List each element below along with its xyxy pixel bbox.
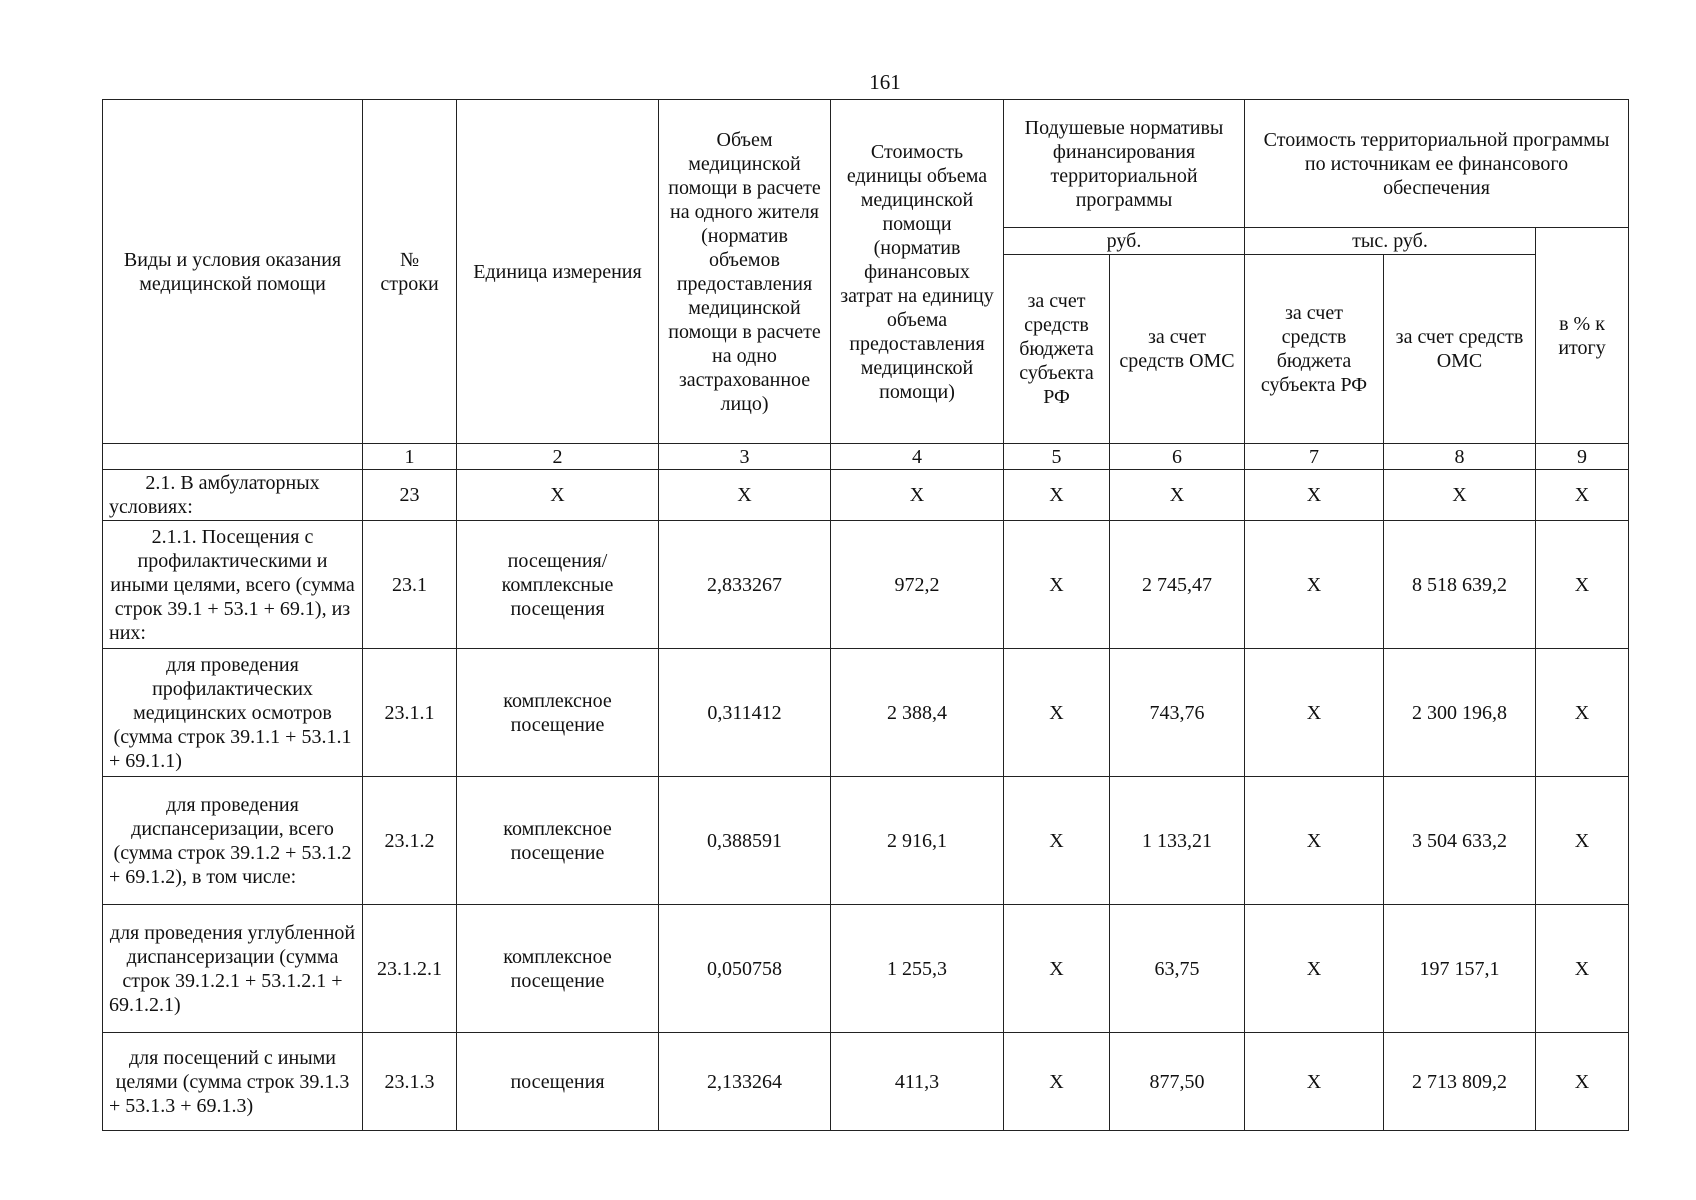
header-kind: Виды и условия оказания медицинской помощи: [103, 100, 363, 444]
row-oms: 1 133,21: [1110, 777, 1245, 905]
row-cost: X: [831, 470, 1004, 521]
header-volume: Объем медицинской помощи в расчете на одного жителя (норматив объемов предоставления медицинской помощи в расчете на одно застрахованное лицо): [659, 100, 831, 444]
row-oms-total: X: [1384, 470, 1536, 521]
row-percent: X: [1536, 470, 1629, 521]
row-percent: X: [1536, 777, 1629, 905]
row-name: 2.1. В амбулаторных условиях:: [103, 470, 363, 521]
row-volume: 0,311412: [659, 649, 831, 777]
row-oms-total: 2 713 809,2: [1384, 1033, 1536, 1131]
header-oms-2: за счет средств ОМС: [1384, 255, 1536, 444]
column-number: 5: [1004, 444, 1110, 470]
row-name: для проведения профилактических медицинских осмотров (сумма строк 39.1.1 + 53.1.1 + 69.1.1): [103, 649, 363, 777]
row-unit: посещения/ комплексные посещения: [457, 521, 659, 649]
header-row-no: № строки: [363, 100, 457, 444]
row-volume: 2,133264: [659, 1033, 831, 1131]
column-number: 9: [1536, 444, 1629, 470]
row-oms-total: 8 518 639,2: [1384, 521, 1536, 649]
header-cost: Стоимость единицы объема медицинской помощи (норматив финансовых затрат на единицу объема предоставления медицинской помощи): [831, 100, 1004, 444]
row-cost: 972,2: [831, 521, 1004, 649]
row-oms: 877,50: [1110, 1033, 1245, 1131]
row-name: для посещений с иными целями (сумма строк 39.1.3 + 53.1.3 + 69.1.3): [103, 1033, 363, 1131]
row-budget-total: X: [1245, 1033, 1384, 1131]
column-number: 6: [1110, 444, 1245, 470]
row-name: 2.1.1. Посещения с профилактическими и иными целями, всего (сумма строк 39.1 + 53.1 + 69.1), из них:: [103, 521, 363, 649]
row-no: 23: [363, 470, 457, 521]
row-no: 23.1: [363, 521, 457, 649]
page-number: 161: [869, 70, 901, 94]
table-row: [103, 470, 1629, 521]
row-budget: X: [1004, 470, 1110, 521]
row-oms: 63,75: [1110, 905, 1245, 1033]
table-row: [103, 1033, 1629, 1131]
column-number: 2: [457, 444, 659, 470]
column-number: 4: [831, 444, 1004, 470]
column-number: [103, 444, 363, 470]
header-budget-rf-2: за счет средств бюджета субъекта РФ: [1245, 255, 1384, 444]
table-row: [103, 777, 1629, 905]
row-budget-total: X: [1245, 777, 1384, 905]
row-name: для проведения диспансеризации, всего (сумма строк 39.1.2 + 53.1.2 + 69.1.2), в том числе:: [103, 777, 363, 905]
row-percent: X: [1536, 521, 1629, 649]
row-name: для проведения углубленной диспансеризации (сумма строк 39.1.2.1 + 53.1.2.1 + 69.1.2.1): [103, 905, 363, 1033]
row-oms: X: [1110, 470, 1245, 521]
row-budget-total: X: [1245, 521, 1384, 649]
row-budget-total: X: [1245, 470, 1384, 521]
row-cost: 2 916,1: [831, 777, 1004, 905]
column-number: 1: [363, 444, 457, 470]
column-number: 7: [1245, 444, 1384, 470]
row-budget: X: [1004, 521, 1110, 649]
row-oms-total: 197 157,1: [1384, 905, 1536, 1033]
row-oms: 2 745,47: [1110, 521, 1245, 649]
row-unit: комплексное посещение: [457, 905, 659, 1033]
header-unit-rub: руб.: [1004, 228, 1245, 255]
row-no: 23.1.2: [363, 777, 457, 905]
row-oms-total: 2 300 196,8: [1384, 649, 1536, 777]
header-unit: Единица измерения: [457, 100, 659, 444]
row-budget: X: [1004, 649, 1110, 777]
row-unit: комплексное посещение: [457, 649, 659, 777]
row-unit: X: [457, 470, 659, 521]
table-row: [103, 905, 1629, 1033]
row-budget-total: X: [1245, 649, 1384, 777]
column-number: 3: [659, 444, 831, 470]
row-percent: X: [1536, 1033, 1629, 1131]
header-percent-total: в % к итогу: [1536, 228, 1629, 444]
row-volume: 2,833267: [659, 521, 831, 649]
row-budget: X: [1004, 1033, 1110, 1131]
header-unit-thousand-rub: тыс. руб.: [1245, 228, 1536, 255]
row-cost: 2 388,4: [831, 649, 1004, 777]
column-number: 8: [1384, 444, 1536, 470]
row-unit: посещения: [457, 1033, 659, 1131]
row-percent: X: [1536, 649, 1629, 777]
row-budget: X: [1004, 905, 1110, 1033]
row-no: 23.1.1: [363, 649, 457, 777]
row-percent: X: [1536, 905, 1629, 1033]
table-row: [103, 649, 1629, 777]
row-budget: X: [1004, 777, 1110, 905]
row-unit: комплексное посещение: [457, 777, 659, 905]
table-row: [103, 521, 1629, 649]
row-cost: 411,3: [831, 1033, 1004, 1131]
header-budget-rf: за счет средств бюджета субъекта РФ: [1004, 255, 1110, 444]
row-budget-total: X: [1245, 905, 1384, 1033]
row-cost: 1 255,3: [831, 905, 1004, 1033]
row-oms: 743,76: [1110, 649, 1245, 777]
financing-table: [102, 99, 1629, 1131]
header-per-capita: Подушевые нормативы финансирования территориальной программы: [1004, 100, 1245, 228]
row-volume: 0,388591: [659, 777, 831, 905]
row-volume: X: [659, 470, 831, 521]
header-program-cost: Стоимость территориальной программы по источникам ее финансового обеспечения: [1245, 100, 1629, 228]
row-no: 23.1.2.1: [363, 905, 457, 1033]
row-no: 23.1.3: [363, 1033, 457, 1131]
row-volume: 0,050758: [659, 905, 831, 1033]
header-oms: за счет средств ОМС: [1110, 255, 1245, 444]
row-oms-total: 3 504 633,2: [1384, 777, 1536, 905]
